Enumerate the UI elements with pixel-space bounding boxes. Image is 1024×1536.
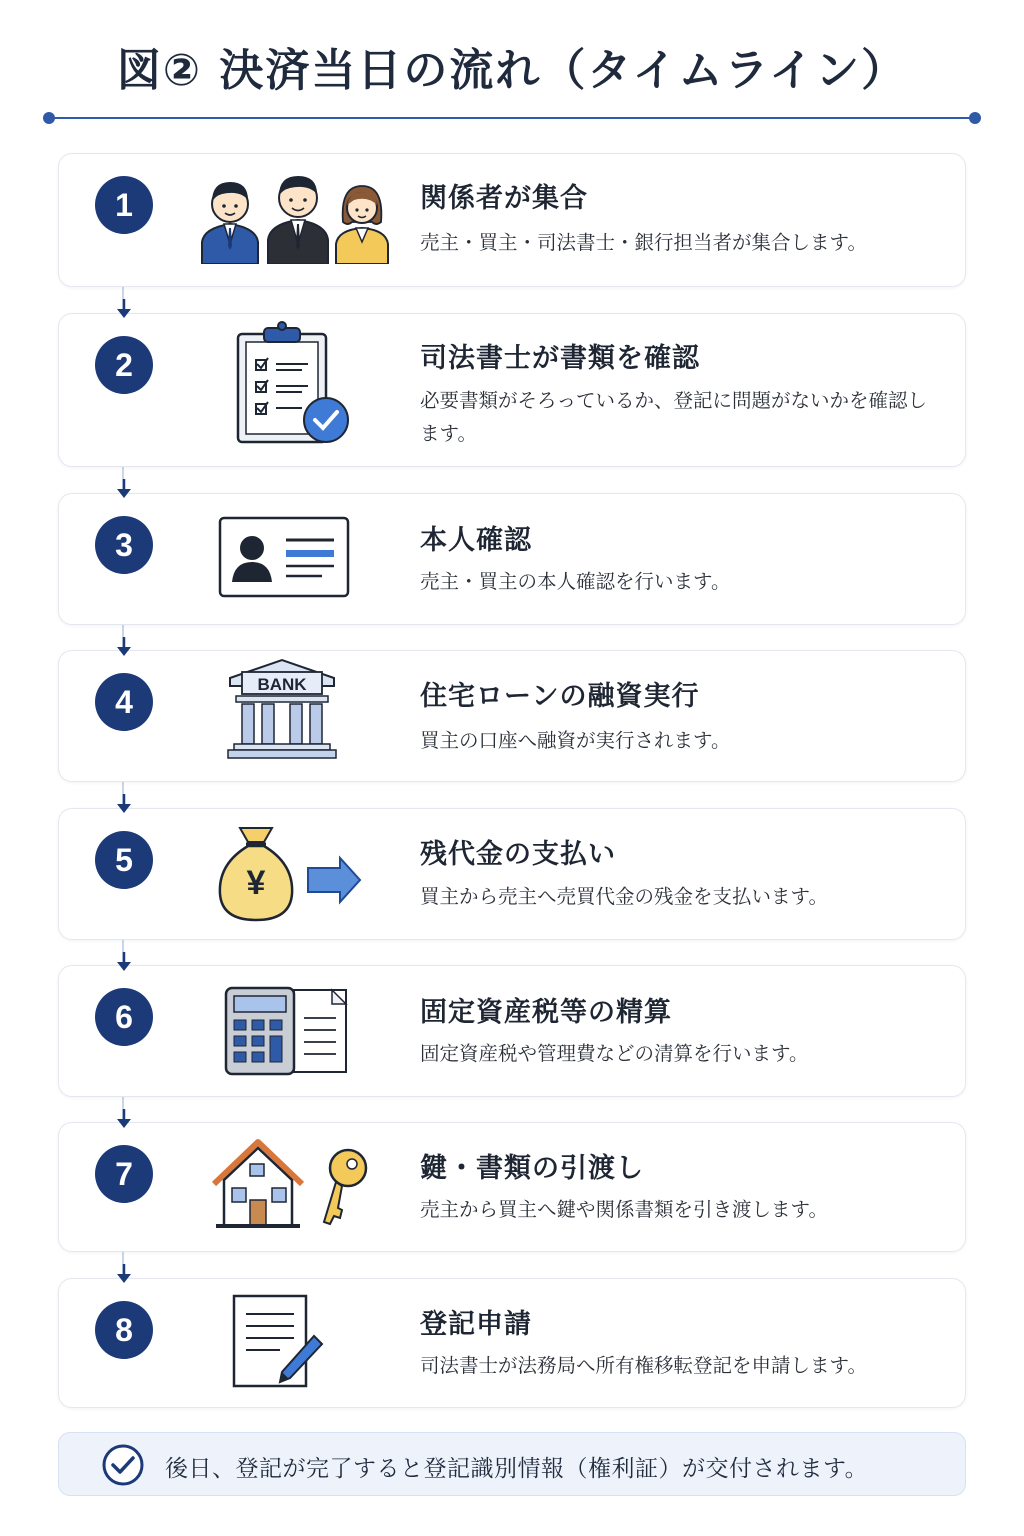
step-title-2: 司法書士が書類を確認 [420,343,700,374]
step-number-5: 5 [95,831,153,889]
house-key-icon [210,1138,370,1230]
arrow-down-icon [114,952,134,972]
step-number-7: 7 [95,1145,153,1203]
step-title-5: 残代金の支払い [420,839,616,870]
step-desc-3: 売主・買主の本人確認を行います。 [420,570,731,593]
bank-label: BANK [257,675,307,694]
step-number-3: 3 [95,516,153,574]
step-desc-8: 司法書士が法務局へ所有権移転登記を申請します。 [420,1354,867,1377]
step-card-4 [58,650,966,782]
step-card-6 [58,965,966,1097]
step-desc-2: 必要書類がそろっているか、登記に問題がないかを確認します。 [420,389,928,445]
step-number-6: 6 [95,988,153,1046]
step-title-7: 鍵・書類の引渡し [420,1153,644,1184]
step-desc-1: 売主・買主・司法書士・銀行担当者が集合します。 [420,231,867,254]
page-title: 図② 決済当日の流れ（タイムライン） [116,45,908,96]
step-title-4: 住宅ローンの融資実行 [420,681,700,712]
step-title-1: 関係者が集合 [420,183,588,214]
completion-note [58,1432,966,1496]
arrow-down-icon [114,794,134,814]
arrow-down-icon [114,1264,134,1284]
people-group-icon [200,172,390,264]
arrow-down-icon [114,299,134,319]
step-card-1 [58,153,966,287]
arrow-down-icon [114,637,134,657]
step-desc-4: 買主の口座へ融資が実行されます。 [420,729,731,752]
document-pen-icon [230,1292,326,1390]
divider-dot-left [43,112,55,124]
step-card-7 [58,1122,966,1252]
clipboard-check-icon [232,320,352,446]
step-card-8 [58,1278,966,1408]
step-title-3: 本人確認 [420,525,532,556]
step-title-8: 登記申請 [420,1309,532,1340]
yen-symbol: ¥ [246,864,266,902]
step-card-3 [58,493,966,625]
title-divider [48,117,976,119]
step-desc-6: 固定資産税や管理費などの清算を行います。 [420,1042,809,1065]
step-desc-5: 買主から売主へ売買代金の残金を支払います。 [420,885,828,908]
calculator-document-icon [224,986,350,1076]
yen-money-bag-icon [216,824,366,922]
check-circle-icon [101,1444,145,1486]
step-title-6: 固定資産税等の精算 [420,997,672,1028]
arrow-down-icon [114,479,134,499]
divider-dot-right [969,112,981,124]
step-number-4: 4 [95,673,153,731]
completion-note-text: 後日、登記が完了すると登記識別情報（権利証）が交付されます。 [165,1456,869,1482]
step-desc-7: 売主から買主へ鍵や関係書類を引き渡します。 [420,1198,828,1221]
arrow-down-icon [114,1109,134,1129]
bank-icon [226,658,338,762]
step-number-1: 1 [95,176,153,234]
step-number-2: 2 [95,336,153,394]
step-card-5 [58,808,966,940]
id-card-icon [218,516,350,598]
step-number-8: 8 [95,1301,153,1359]
